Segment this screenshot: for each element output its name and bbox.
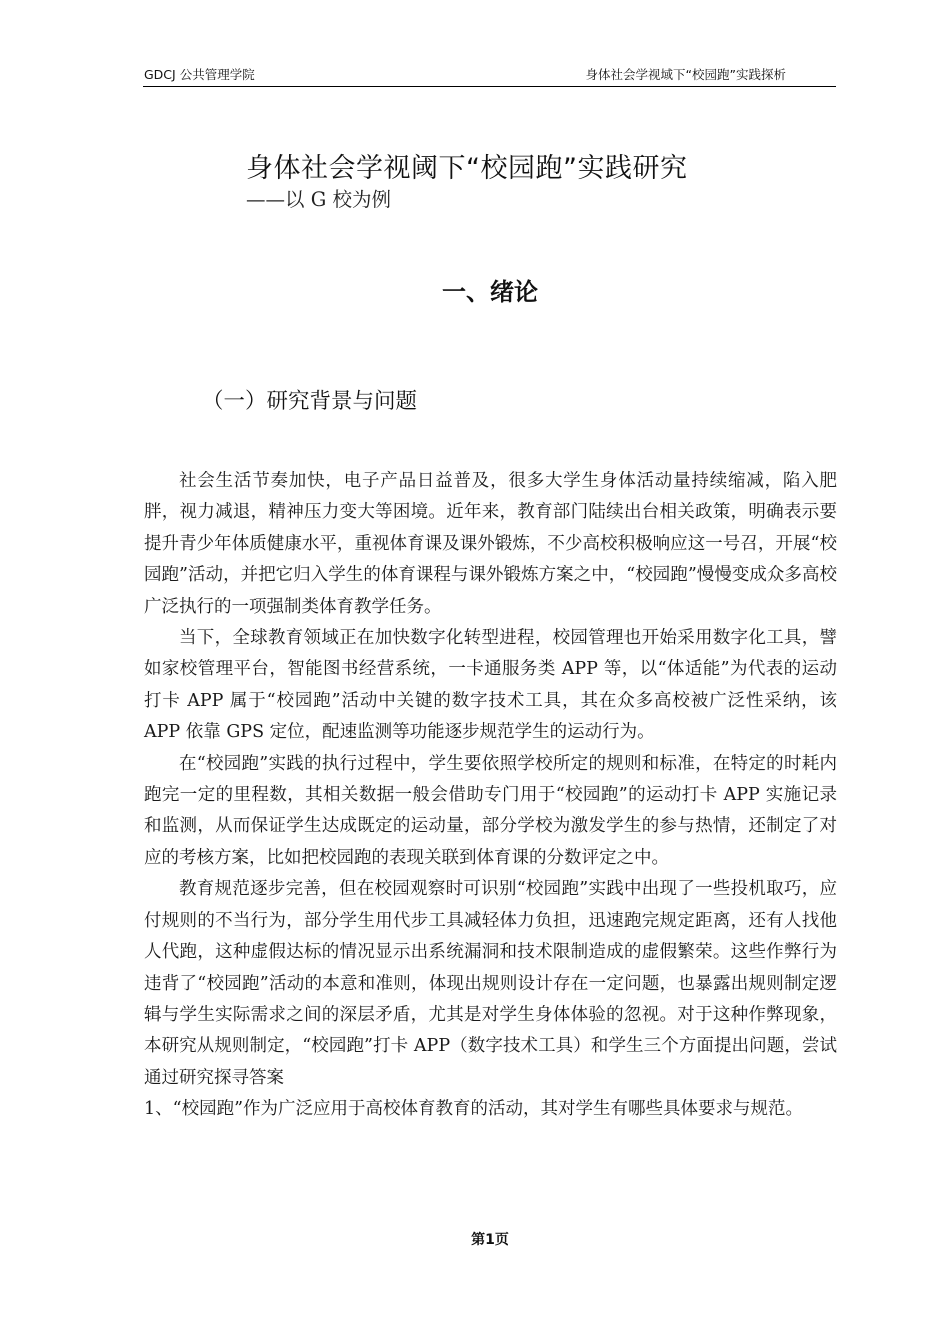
paragraph: 当下，全球教育领域正在加快数字化转型进程，校园管理也开始采用数字化工具，譬如家校管理平台，智能图书经营系统，一卡通服务类 APP 等，以“体适能”为代表的运动打卡 APP 属于“校园跑”活动中关键的数字技术工具，其在众多高校被广泛性采纳，该 APP 依靠 GPS 定位，配速监测等功能逐步规范学生的运动行为。 (144, 628, 837, 743)
header-left-text: GDCJ 公共管理学院 (144, 67, 255, 82)
header-divider (143, 86, 836, 87)
document-title: 身体社会学视阈下“校园跑”实践研究 (246, 153, 688, 184)
paragraph: 社会生活节奏加快，电子产品日益普及，很多大学生身体活动量持续缩减，陷入肥胖，视力减退，精神压力变大等困境。近年来，教育部门陆续出台相关政策，明确表示要提升青少年体质健康水平，重视体育课及课外锻炼，不少高校积极响应这一号召，开展“校园跑”活动，并把它归入学生的体育课程与课外锻炼方案之中，“校园跑”慢慢变成众多高校广泛执行的一项强制类体育教学任务。 (144, 471, 837, 617)
header-right-text: 身体社会学视域下“校园跑”实践探析 (585, 67, 786, 82)
paragraph: 在“校园跑”实践的执行过程中，学生要依照学校所定的规则和标准，在特定的时耗内跑完一定的里程数，其相关数据一般会借助专门用于“校园跑”的运动打卡 APP 实施记录和监测，从而保证学生达成既定的运动量，部分学校为激发学生的参与热情，还制定了对应的考核方案，比如把校园跑的表现关联到体育课的分数评定之中。 (144, 753, 837, 868)
paragraph: 教育规范逐步完善，但在校园观察时可识别“校园跑”实践中出现了一些投机取巧，应付规则的不当行为，部分学生用代步工具减轻体力负担，迅速跑完规定距离，还有人找他人代跑，这种虚假达标的情况显示出系统漏洞和技术限制造成的虚假繁荣。这些作弊行为违背了“校园跑”活动的本意和准则，体现出规则设计存在一定问题，也暴露出规则制定逻辑与学生实际需求之间的深层矛盾，尤其是对学生身体体验的忽视。对于这种作弊现象，本研究从规则制定，“校园跑”打卡 APP（数字技术工具）和学生三个方面提出问题，尝试通过研究探寻答案 (144, 879, 837, 1088)
subsection-heading: （一）研究背景与问题 (202, 389, 418, 414)
page-number: 第1页 (471, 1232, 509, 1248)
numbered-question: 1、“校园跑”作为广泛应用于高校体育教育的活动，其对学生有哪些具体要求与规范。 (144, 1099, 804, 1120)
document-subtitle: ——以 G 校为例 (246, 188, 391, 211)
body-text (144, 466, 837, 1126)
section-heading: 一、绪论 (442, 278, 538, 306)
